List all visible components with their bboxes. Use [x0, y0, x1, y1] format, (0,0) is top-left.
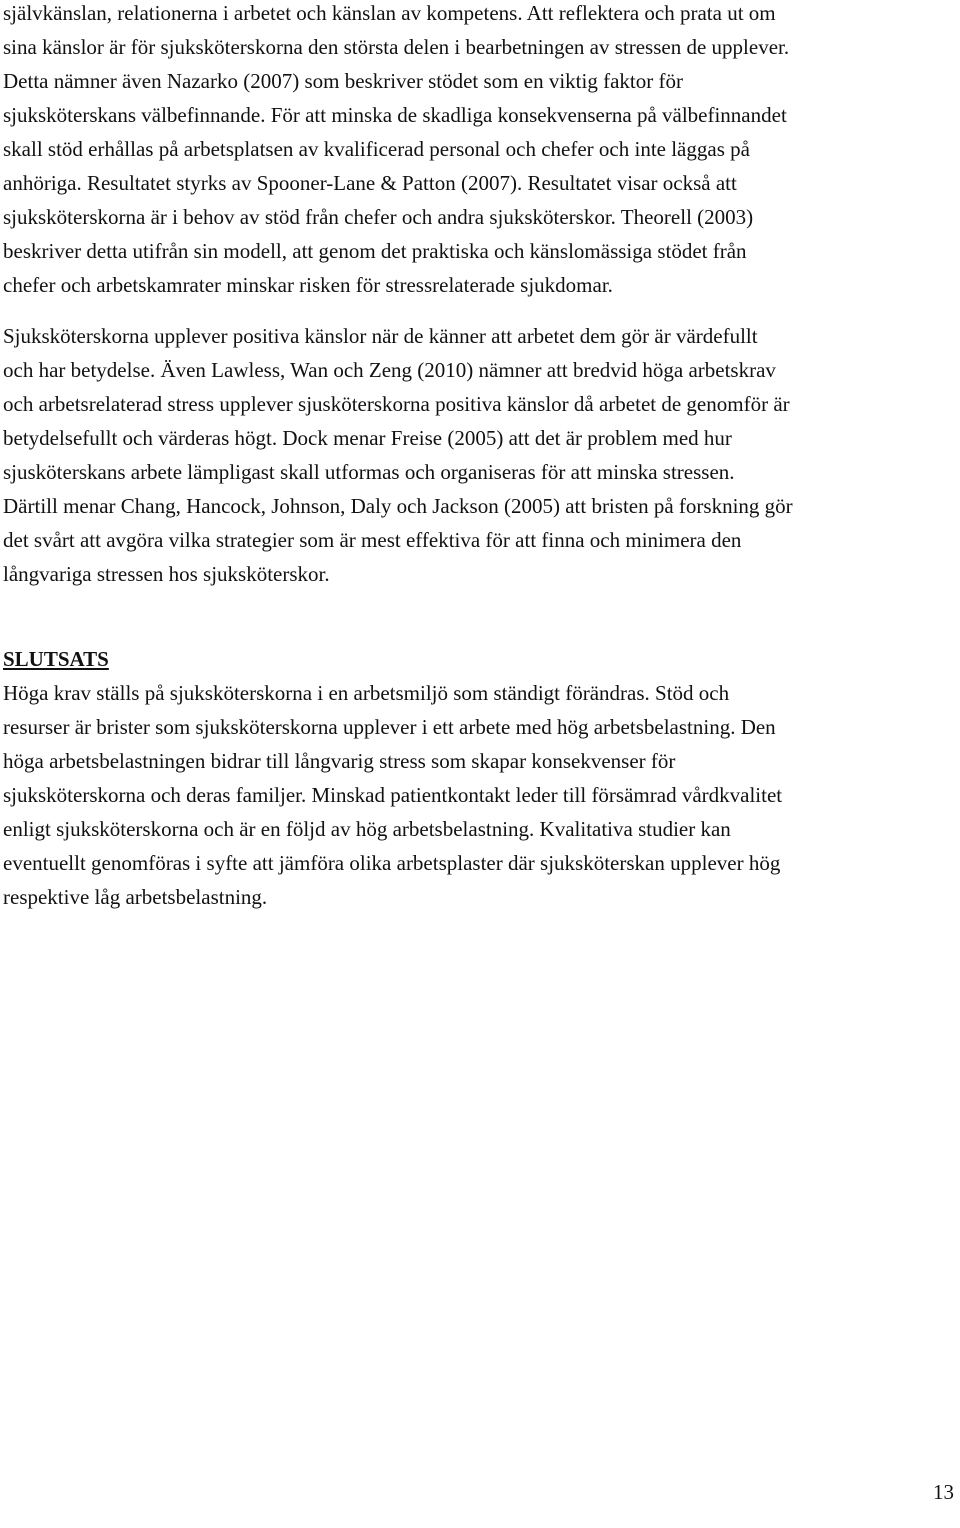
section-heading-slutsats: SLUTSATS	[3, 647, 109, 671]
page-number: 13	[933, 1480, 954, 1504]
paragraph-support: självkänslan, relationerna i arbetet och känslan av kompetens. Att reflektera och prata ut om sina känslor är för sjuksköterskorna den största delen i bearbetningen av stressen de upplever. Detta nämner även Nazarko (2007) som beskriver stödet som en viktig faktor för sjuksköterskans välbefinnande. För att minska de skadliga konsekvenserna på välbefinnandet skall stöd erhållas på arbetsplatsen av kvalificerad personal och chefer och inte läggas på anhöriga. Resultatet styrks av Spooner-Lane & Patton (2007). Resultatet visar också att sjuksköterskorna är i behov av stöd från chefer och andra sjuksköterskor. Theorell (2003) beskriver detta utifrån sin modell, att genom det praktiska och känslomässiga stödet från chefer och arbetskamrater minskar risken för stressrelaterade sjukdomar.	[3, 1, 790, 297]
paragraph-positive-feelings: Sjuksköterskorna upplever positiva känslor när de känner att arbetet dem gör är värdefullt och har betydelse. Även Lawless, Wan och Zeng (2010) nämner att bredvid höga arbetskrav och arbetsrelaterad stress upplever sjusköterskorna positiva känslor då arbetet de genomför är betydelsefullt och värderas högt. Dock menar Freise (2005) att det är problem med hur sjusköterskans arbete lämpligast skall utformas och organiseras för att minska stressen. Därtill menar Chang, Hancock, Johnson, Daly och Jackson (2005) att bristen på forskning gör det svårt att avgöra vilka strategier som är mest effektiva för att finna och minimera den långvariga stressen hos sjuksköterskor.	[3, 324, 793, 586]
page-content	[3, 0, 955, 914]
paragraph-conclusion: Höga krav ställs på sjuksköterskorna i en arbetsmiljö som ständigt förändras. Stöd och resurser är brister som sjuksköterskorna upplever i ett arbete med hög arbetsbelastning. Den höga arbetsbelastningen bidrar till långvarig stress som skapar konsekvenser för sjuksköterskorna och deras familjer. Minskad patientkontakt leder till försämrad vårdkvalitet enligt sjuksköterskorna och är en följd av hög arbetsbelastning. Kvalitativa studier kan eventuellt genomföras i syfte att jämföra olika arbetsplaster där sjuksköterskan upplever hög respektive låg arbetsbelastning.	[3, 681, 783, 909]
